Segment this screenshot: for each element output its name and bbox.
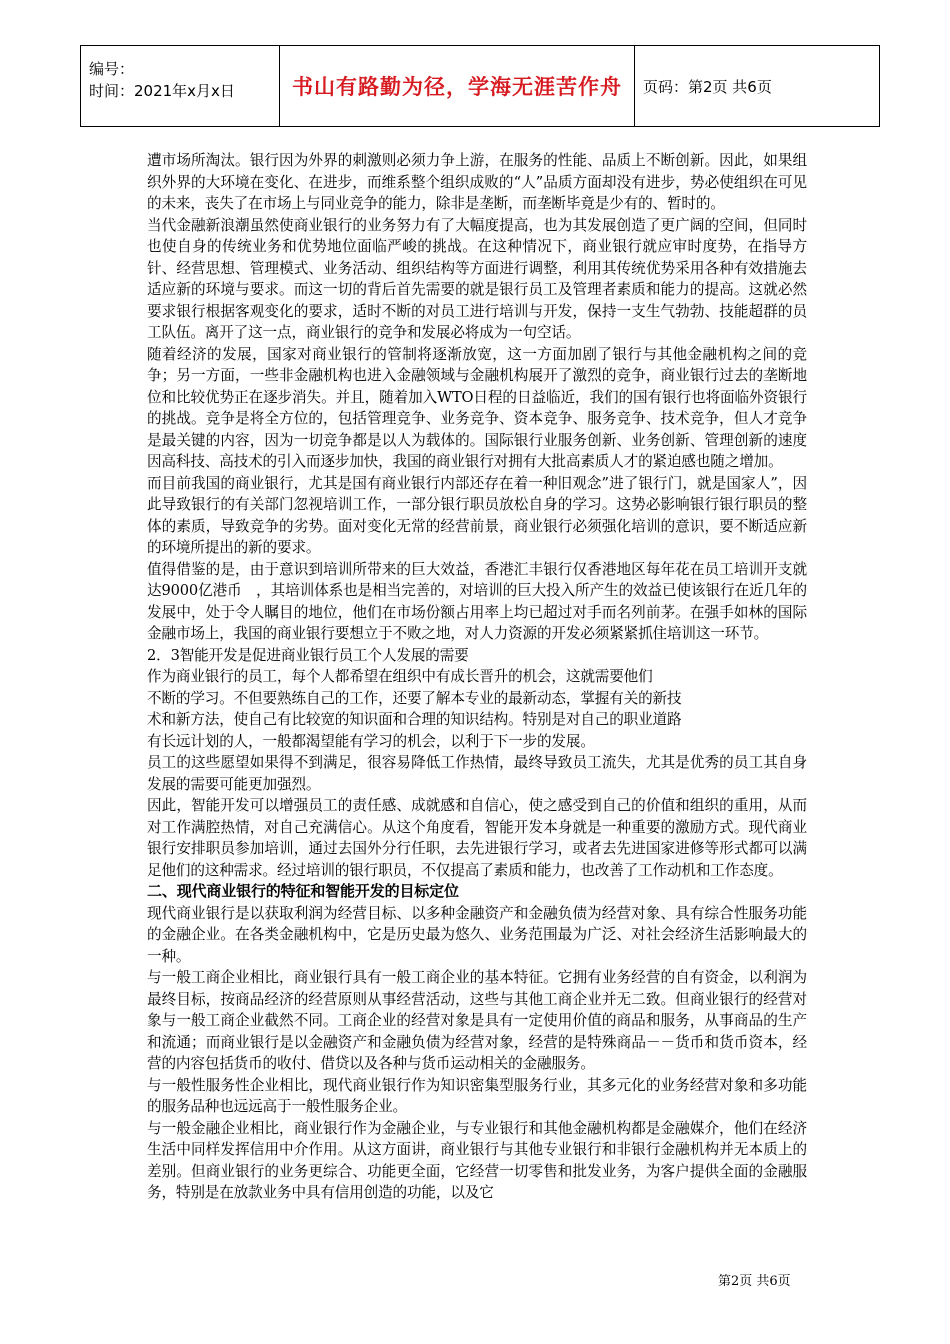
paragraph-line: 有长远计划的人，一般都渴望能有学习的机会，以利于下一步的发展。 xyxy=(147,732,595,750)
section-heading: 二、现代商业银行的特征和智能开发的目标定位 xyxy=(147,882,459,900)
paragraph: 与一般工商企业相比，商业银行具有一般工商企业的基本特征。它拥有业务经营的自有资金，以利润为最终目标，按商品经济的经营原则从事经营活动，这些与其他工商企业并无二致。但商业银行的经营对象与一般工商企业截然不同。工商企业的经营对象是具有一定使用价值的商品和服务，从事商品的生产和流通；而商业银行是以金融资产和金融负债为经营对象，经营的是特殊商品－－货币和货币资本，经营的内容包括货币的收付、借贷以及各种与货币运动相关的金融服务。 xyxy=(147,969,807,1072)
number-label: 编号： xyxy=(89,60,135,78)
subsection-heading: 2．3智能开发是促进商业银行员工个人发展的需要 xyxy=(147,646,469,664)
page-footer: 第2页 共6页 xyxy=(718,1274,791,1289)
paragraph: 现代商业银行是以获取利润为经营目标、以多种金融资产和金融负债为经营对象、具有综合性服务功能的金融企业。在各类金融机构中，它是历史最为悠久、业务范围最为广泛、对社会经济生活影响最大的一种。 xyxy=(147,904,807,965)
paragraph-line: 作为商业银行的员工，每个人都希望在组织中有成长晋升的机会，这就需要他们 xyxy=(147,668,653,685)
header-left-cell xyxy=(81,46,280,126)
paragraph: 遭市场所淘汰。银行因为外界的刺激则必须力争上游，在服务的性能、品质上不断创新。因此，如果组织外界的大环境在变化、在进步，而维系整个组织成败的“人”品质方面却没有进步，势必使组织在可见的未来，丧失了在市场上与同业竞争的能力，除非是垄断，而垄断毕竟是少有的、暂时的。 xyxy=(147,152,807,212)
page-header xyxy=(80,45,880,127)
paragraph: 与一般性服务性企业相比，现代商业银行作为知识密集型服务行业，其多元化的业务经营对象和多功能的服务品种也远远高于一般性服务企业。 xyxy=(147,1076,807,1115)
paragraph: 当代金融新浪潮虽然使商业银行的业务努力有了大幅度提高，也为其发展创造了更广阔的空间，但同时也使自身的传统业务和优势地位面临严峻的挑战。在这种情况下，商业银行就应审时度势，在指导方针、经营思想、管理模式、业务活动、组织结构等方面进行调整，利用其传统优势采用各种有效措施去适应新的环境与要求。而这一切的背后首先需要的就是银行员工及管理者素质和能力的提高。这就必然要求银行根据客观变化的要求，适时不断的对员工进行培训与开发，保持一支生气勃勃、技能超群的员工队伍。离开了这一点，商业银行的竞争和发展必将成为一句空话。 xyxy=(147,216,807,341)
paragraph: 值得借鉴的是，由于意识到培训所带来的巨大效益，香港汇丰银行仅香港地区每年花在员工培训开支就达9000亿港币 ，其培训体系也是相当完善的，对培训的巨大投入所产生的效益已使该银行在近几年的发展中，处于令人瞩目的地位，他们在市场份额占用率上均已超过对手而名列前茅。在强手如林的国际金融市场上，我国的商业银行要想立于不败之地，对人力资源的开发必须紧紧抓住培训这一环节。 xyxy=(147,560,807,642)
paragraph-line: 术和新方法，使自己有比较宽的知识面和合理的知识结构。特别是对自己的职业道路 xyxy=(147,711,682,728)
header-page-info: 页码：第2页 共6页 xyxy=(643,77,772,96)
time-label: 时间：2021年x月x日 xyxy=(89,82,235,100)
paragraph: 与一般金融企业相比，商业银行作为金融企业，与专业银行和其他金融机构都是金融媒介，他们在经济生活中同样发挥信用中介作用。从这方面讲，商业银行与其他专业银行和非银行金融机构并无本质上的差别。但商业银行的业务更综合、功能更全面，它经营一切零售和批发业务，为客户提供全面的金融服务，特别是在放款业务中具有信用创造的功能，以及它 xyxy=(147,1119,807,1201)
paragraph: 随着经济的发展，国家对商业银行的管制将逐渐放宽，这一方面加剧了银行与其他金融机构之间的竞争；另一方面，一些非金融机构也进入金融领域与金融机构展开了激烈的竞争，商业银行过去的垄断地位和比较优势正在逐步消失。并且，随着加入WTO日程的日益临近，我们的国有银行也将面临外资银行的挑战。竞争是将全方位的，包括管理竞争、业务竞争、资本竞争、服务竞争、技术竞争，但人才竞争是最关键的内容，因为一切竞争都是以人为载体的。国际银行业服务创新、业务创新、管理创新的速度因高科技、高技术的引入而逐步加快，我国的商业银行对拥有大批高素质人才的紧迫感也随之增加。 xyxy=(147,345,807,470)
paragraph: 员工的这些愿望如果得不到满足，很容易降低工作热情，最终导致员工流失，尤其是优秀的员工其自身发展的需要可能更加强烈。 xyxy=(147,754,807,793)
paragraph: 而目前我国的商业银行，尤其是国有商业银行内部还存在着一种旧观念”进了银行门，就是国家人”，因此导致银行的有关部门忽视培训工作，一部分银行职员放松自身的学习。这势必影响银行银行职员的整体的素质，导致竞争的劣势。面对变化无常的经营前景，商业银行必须强化培训的意识，要不断适应新的环境所提出的新的要求。 xyxy=(147,474,807,556)
paragraph: 因此，智能开发可以增强员工的责任感、成就感和自信心，使之感受到自己的价值和组织的重用，从而对工作满腔热情，对自己充满信心。从这个角度看，智能开发本身就是一种重要的激励方式。现代商业银行安排职员参加培训，通过去国外分行任职，去先进银行学习，或者去先进国家进修等形式都可以满足他们的这种需求。经过培训的银行职员，不仅提高了素质和能力，也改善了工作动机和工作态度。 xyxy=(147,797,807,879)
paragraph-line: 不断的学习。不但要熟练自己的工作，还要了解本专业的最新动态，掌握有关的新技 xyxy=(147,689,682,707)
header-motto: 书山有路勤为径，学海无涯苦作舟 xyxy=(280,46,635,126)
document-body xyxy=(147,150,807,1204)
